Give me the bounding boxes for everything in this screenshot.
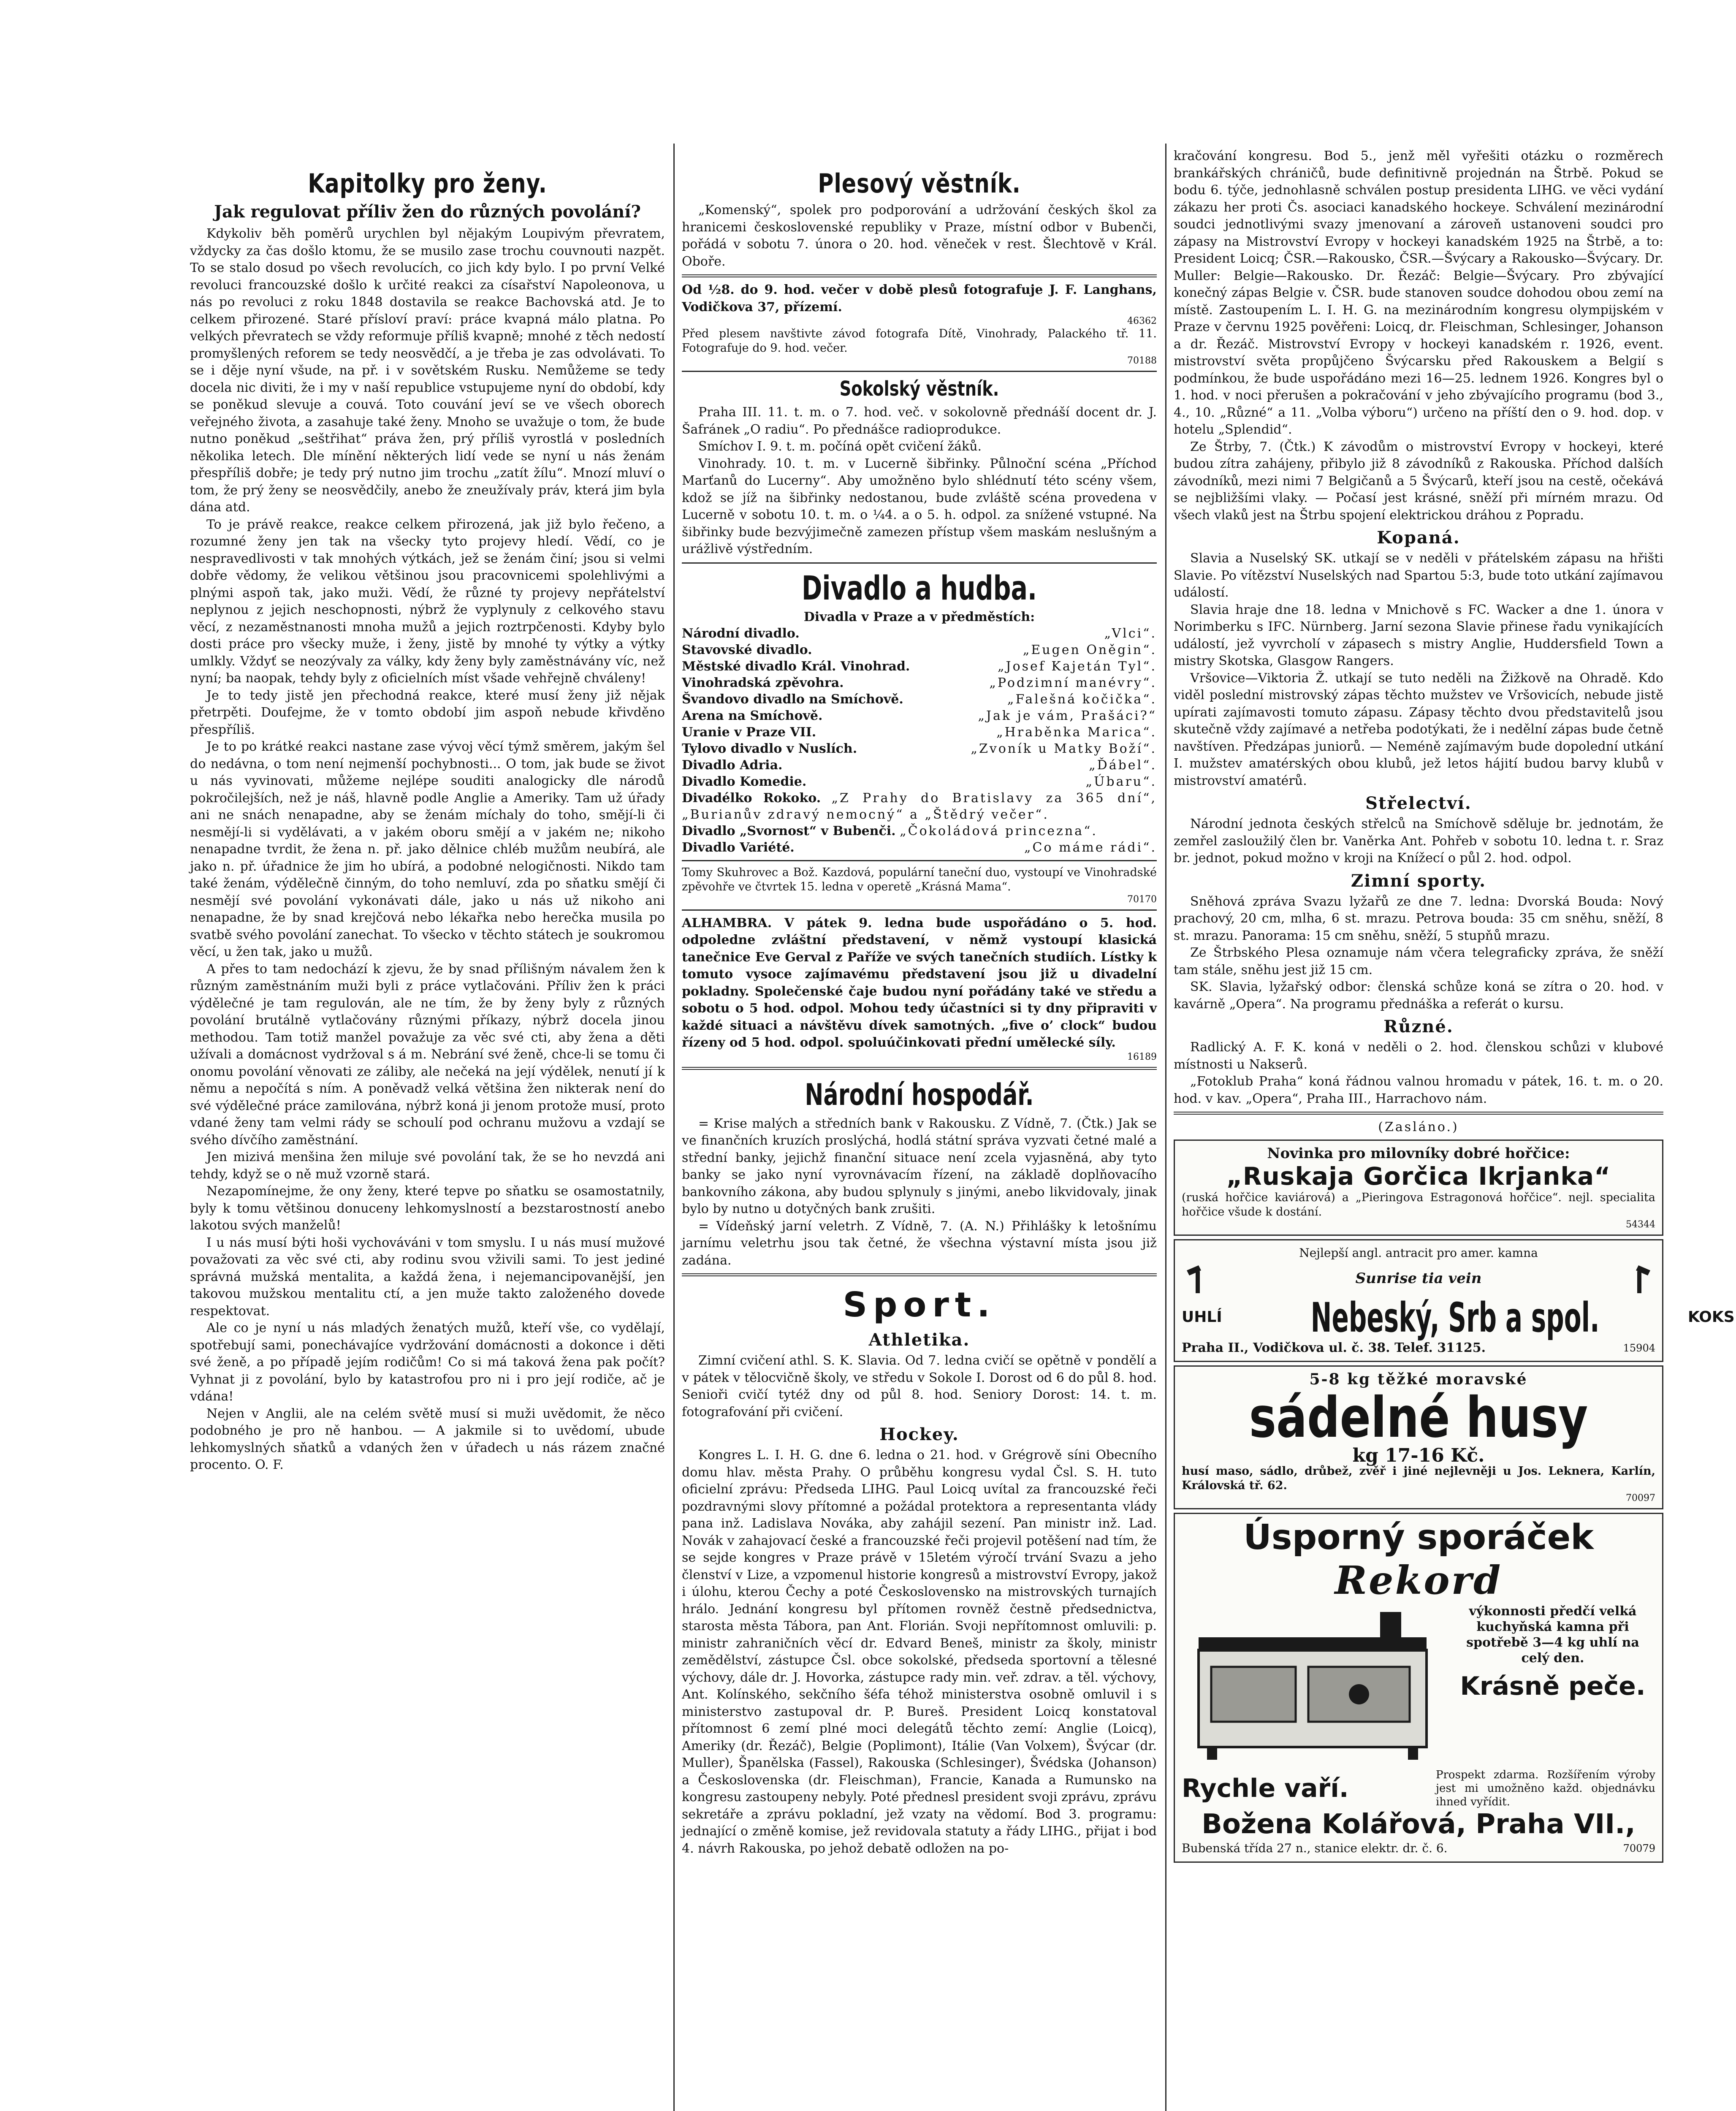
venue: Divadlo Variété. — [682, 840, 795, 855]
ad-gorcica-text: (ruská hořčice kaviárová) a „Pieringova Estragonová hořčice“. nejl. specialita hořčice všude k dostání. — [1182, 1191, 1655, 1218]
theatre-row — [682, 708, 1157, 724]
theatre-row — [682, 691, 1157, 708]
article-paragraph: Ale co je nyní u nás mladých ženatých mužů, kteří vše, co vydělají, spotřebují sami, ponechávajíce vydržování domácnosti a dokonce i děti své ženě, a po případě jejím rodičům! Co si má taková žena pak počít? Vyhnat ji z povolání, bylo by katastrofou pro ni i pro její rodiče, ač je vdána! — [190, 1321, 665, 1404]
winter-item: Ze Štrbského Plesa oznamuje nám včera telegraficky zpráva, že sněží tam stále, sněhu jest již 15 cm. — [1174, 945, 1663, 977]
misc-item: Radlický A. F. K. koná v neděli o 2. hod. členskou schůzi v klubové místnosti u Nakserů. — [1174, 1040, 1663, 1072]
zaslano-label: (Zasláno.) — [1378, 1120, 1459, 1134]
theatre-row — [682, 658, 1157, 675]
play: „Hraběnka Marica“. — [996, 724, 1157, 740]
ad-dance-duo: Tomy Skuhrovec a Bož. Kazdová, populární taneční duo, vystoupí ve Vinohradské zpěvohře ve čtvrtek 15. ledna v operetě „Krásná Mama“. — [682, 866, 1157, 893]
ad-photo-dite: Před plesem navštivte závod fotografa Dítě, Vinohrady, Palackého tř. 11. Fotografuje do 9. hod. večer. — [682, 327, 1157, 355]
theatre-row — [682, 642, 1157, 658]
article-subtitle-women: Jak regulovat příliv žen do různých povolání? — [214, 202, 641, 222]
play: „Čokoládová princezna“. — [900, 823, 1098, 838]
subsection-title-hockey: Hockey. — [879, 1425, 959, 1444]
venue: Švandovo divadlo na Smíchově. — [682, 692, 903, 707]
ad-stove-row — [1182, 1768, 1655, 1809]
column-divider — [673, 144, 675, 2111]
winter-item: Sněhová zpráva Svazu lyžařů ze dne 7. ledna: Dvorská Bouda: Nový prachový, 20 cm, mlha, 6 st. mrazu. Petrova bouda: 35 cm sněhu, sněží, 8 st. mrazu. Panorama: 15 cm sněhu, sněží, 5 stupňů mrazu. — [1174, 894, 1663, 943]
ad-gorcica-name: „Ruskaja Gorčica Ikrjanka“ — [1226, 1162, 1611, 1191]
ad-coal-top: Nejlepší angl. antracit pro amer. kamna — [1299, 1246, 1538, 1260]
venue: Tylovo divadlo v Nuslích. — [682, 741, 857, 756]
article-paragraph: Kdykoliv běh poměrů urychlen byl nějakým Loupivým převratem, vždycky za čas došlo ktomu, že se musilo zase trochu couvnouti nazpět. To se stalo dosud po všech revolucích, co jich kdy bylo. I po první Velké revoluci francouzské došlo k určité reakci za císařství Napoleonova, u nás po revoluci z roku 1848 dostavila se reakce Bachovská atd. Je to celkem přirozené. Staré přísloví praví: práce kvapná málo platna. Po velkých převratech se vždy reformuje příliš kvapně; mnohé z těch nedostí promyšlených reforem se tedy neosvědčí, a je třeba je zas odvolávati. To se i děje nyní všude, na př. i v sovětském Rusku. Nemůžeme se tedy docela nic diviti, že i my v naší republice vstupujeme nyní do období, kdy se poněkud slevuje a couvá. Toto couvání jeví se ve všech oborech veřejného života, a zasahuje také ženy. Mnoho se uvažuje o tom, že bude nutno poněkud „seštřihat“ práva žen, prý příliš vyrostlá v posledních několika letech. Dle mínění některých lidí vede se nyní u nás ženám přespříliš dobře; je tedy prý nutno jim trochu „zatít žílu“. Mnozí mluví o tom, že prý ženy se neosvědčily, anebo že zneužívaly práv, která jim byla dána atd. — [190, 226, 665, 515]
ad-stove-fast: Rychle vaří. — [1182, 1774, 1349, 1803]
theatre-row — [682, 790, 1157, 823]
play: „Úbaru“. — [1085, 774, 1157, 789]
ad-coal-addr: Praha II., Vodičkova ul. č. 38. Telef. 31125. — [1182, 1340, 1486, 1355]
ad-stove-prospect: Prospekt zdarma. Rozšířením výroby jest mi umožněno každ. objednávku ihned vyřídit. — [1436, 1769, 1655, 1808]
subsection-title-shooting: Střelectví. — [1365, 793, 1472, 813]
play: „Falešná kočička“. — [1007, 692, 1157, 707]
theatre-row — [682, 724, 1157, 741]
play: „Josef Kajetán Tyl“. — [998, 659, 1157, 674]
section-title-ball: Plesový věstník. — [818, 168, 1021, 199]
sokol-item: Vinohrady. 10. t. m. v Lucerně šibřinky. Půlnoční scéna „Příchod Marťanů do Lucerny“. Aby umožněno bylo shlédnutí této scény všem, kdož se jíž na šibřinky nedostanou, bude zvláště scéna provedena v Lucerně v sobotu 10. t. m. o ¼4. a o 5. h. odpol. za snížené vstupné. Na šibřinky bude bezvýjimečně zamezen přístup všem maskám neslušným a urážlivě výstředním. — [682, 456, 1157, 556]
divider — [682, 860, 1157, 861]
play: „Podzimní manévry“. — [989, 675, 1157, 690]
column-women — [190, 165, 665, 2111]
theatre-row — [682, 675, 1157, 691]
venue: Vinohradská zpěvohra. — [682, 675, 844, 690]
ad-coal-left: UHLÍ — [1182, 1308, 1222, 1326]
article-paragraph: Je to po krátké reakci nastane zase vývoj věcí týmž směrem, jakým šel do nedávna, o tom není nejmenší pochybnosti... O tom, jak bude se život u nás vyvinovati, můžeme nejlépe souditi analogicky dle národů pokročilejších, než je náš, hlavně podle Anglie a Ameriky. Tam už úřady ani ne snách nenapadne, aby se ženám míchaly do toho, smějí-li či nesmějí-li si vydělávati, a v jakém oboru smějí a v jakém ne; nikoho nenapadne tvrdit, že žena n. př. jako dělnice chléb mužům neubírá, ale jako n. př. úřadnice že jim ho ubírá, a podobné nelogičnosti. Nikdo tam také ženám, výdělečně činným, do toho nemluví, zda po sňatku smějí či nesmějí své povolání vykonávati dále, jako u nás už nikoho ani nenapadne, že by snad krejčová nebo lékařka nebo herečka musila po svatbě svého povolání zanechat. To všecko v těchto státech je soukromou věcí, u žen tak, jako u mužů. — [190, 739, 665, 959]
football-item: Slavia hraje dne 18. ledna v Mnichově s FC. Wacker a dne 1. února v Norimberku s IFC. Nürnberg. Jarní sezona Slavie přinese řadu vynikajících událostí, jež vyvrcholí v zápasech s mistry Anglie, Huddersfield Town a mistry Skotska, Glasgow Rangers. — [1174, 602, 1663, 668]
section-title-sokol: Sokolský věstník. — [839, 377, 999, 401]
ad-stove-brand: Rekord — [1335, 1557, 1503, 1603]
ad-alhambra: ALHAMBRA. V pátek 9. ledna bude uspořádáno o 5. hod. odpoledne zvláštní představení, v němž vystoupí klasická tanečnice Eve Gerval z Paříže ve svých tanečních studiích. Lístky k tomuto vysoce zajímavému představení jsou již u divadelní pokladny. Společenské čaje budou nyní pořádány také ve středu a sobotu o 5 hod. odpol. Mohou tedy účastníci si ty dny připraviti v každé situaci a návštěvu dívek samotných. „five o’ clock“ budou řízeny od 5 hod. odpol. spoluúčinkovati přední umělecké síly. — [682, 915, 1157, 1050]
economy-item: = Vídeňský jarní veletrh. Z Vídně, 7. (A. N.) Přihlášky k letošnímu jarnímu veletrhu jsou tak četné, že všechna výstavní místa jsou již zadána. — [682, 1218, 1157, 1268]
venue: Divadlo Adria. — [682, 757, 783, 773]
ad-photo-langhans: Od ½8. do 9. hod. večer v době plesů fotografuje J. F. Langhans, Vodičkova 37, přízemí. — [682, 282, 1157, 315]
ad-stove-address-row — [1182, 1840, 1655, 1857]
ad-geese-name: sádelné husy — [1249, 1385, 1588, 1450]
hockey-continuation: kračování kongresu. Bod 5., jenž měl vyřešiti otázku o rozměrech brankářských chráničů, bude definitivně projednán na Štrbě. Pokud se bodu 6. týče, jednohlasně schválen postup presidenta LIHG. ve věci vydání zákazu her proti Čs. asociaci kanadského hockeye. Schválení mezinárodní soudci jednotlivými svazy jmenovaní a zároveň ustanoveni soudci pro zápasy na Mistrovství Evropy v hockeyi kanadském 1925 na Štrbě, a to: President Loicq; ČSR.—Rakousko, ČSR.—Švýcary a Rakousko—Švýcary. Dr. Muller: Belgie—Rakousko. Dr. Řezáč: Belgie—Švýcary. Pro zbývající konečný zápas Belgie v. ČSR. bude stanoven soudce dohodou obou zemí na místě. Zastoupením L. I. H. G. na mezinárodním kongresu olympijském v Praze v červnu 1925 pověřeni: Loicq, dr. Fleischman, Schlesinger, Johanson a dr. Řezáč. Mistrovství Evropy v hockeyi kanadském r. 1926, event. mistrovství světa propůjčeno Švýcarsku před Rakouskem a Belgií s podmínkou, že bude uspořádáno mezi 16—25. lednem 1926. Kongres byl o 1. hod. v noci přerušen a pokračování v jeho zbývajícího programu (bod 3., 4., 10. „Různé“ a 11. „Volba výboru“) určeno na příští den o 9. hod. dop. v hotelu „Splendid“. — [1174, 149, 1663, 437]
ad-stove-features: výkonnosti předčí velká kuchyňská kamna při spotřebě 3—4 kg uhlí na celý den. — [1466, 1604, 1639, 1666]
theatre-list — [682, 625, 1157, 856]
sokol-item: Smíchov I. 9. t. m. počíná opět cvičení žáků. — [698, 439, 982, 454]
divider — [682, 274, 1157, 277]
ad-code: 70079 — [1623, 1842, 1655, 1854]
play: „Ďábel“. — [1089, 757, 1157, 773]
venue: Uranie v Praze VII. — [682, 724, 816, 740]
divider — [682, 562, 1157, 564]
divider — [682, 1067, 1157, 1070]
ad-code: 70097 — [1626, 1493, 1655, 1503]
play: „Eugen Oněgin“. — [1023, 642, 1157, 657]
ad-stove-body — [1182, 1604, 1655, 1764]
article-paragraph: Nezapomínejme, že ony ženy, které tepve po sňatku se osamostatnily, byly k tomu většinou donuceny lehkomyslností a bezstarostností anebo lakotou svých manželů! — [190, 1184, 665, 1233]
play: „Jak je vám, Prašáci?“ — [978, 708, 1157, 723]
theatre-row — [682, 757, 1157, 773]
ad-coal — [1174, 1239, 1735, 1362]
ad-geese-top: 5-8 kg těžké moravské — [1309, 1370, 1528, 1388]
ad-stove-side — [1450, 1604, 1655, 1701]
hammer-icon — [1182, 1262, 1215, 1296]
ad-coal-sub: Sunrise tia vein — [1355, 1270, 1482, 1287]
play: „Co máme rádi“. — [1024, 840, 1157, 855]
ball-notice: „Komenský“, spolek pro podporování a udržování českých škol za hranicemi československé republiky v Praze, místní odbor v Bubenči, pořádá v sobotu 7. února o 20. hod. věneček v rest. Šlechtově v Král. Oboře. — [682, 203, 1157, 269]
theatre-row — [682, 839, 1157, 856]
column-divider — [1165, 144, 1166, 2111]
column-middle — [682, 165, 1157, 2111]
venue: Stavovské divadlo. — [682, 642, 812, 657]
subsection-title-athletics: Athletika. — [868, 1330, 970, 1350]
column-sport-ads — [1174, 148, 1735, 2111]
article-title-women: Kapitolky pro ženy. — [308, 168, 547, 199]
venue: Divadlo „Svornost“ v Bubenči. — [682, 823, 896, 838]
ad-geese — [1174, 1365, 1663, 1509]
article-paragraph: To je právě reakce, reakce celkem přirozená, jak již bylo řečeno, a rozumné ženy jen tak na všecky tyto projevy hledí. Vědí, co je nespravedlivosti v tak mnohých výtkách, jež se ženám činí; jsou si velmi dobře vědomy, že velikou většinou jsou pracovnicemi spolehlivými a plnými aspoň tak, jako muži. Vědí, že různé ty projevy nepřátelství neplynou z jejich neschopnosti, nýbrž že vyplynuly z celkového stavu věcí, z nezaměstnanosti mnoha mužů a jejich roztrpčenosti. Kdyby bylo dosti práce pro všecky muže, i ženy, jistě by mnohé ty výtky a výtky umlkly. Vždyť se neozývaly za války, kdy ženy byly zaměstnávány víc, než nyní; ba naopak, tehdy byly z oficielních míst všade vehřejně chváleny! — [190, 517, 665, 686]
football-item: Slavia a Nuselský SK. utkají se v neděli v přátelském zápasu na hřišti Slavie. Po vítězství Nuselských nad Spartou 5:3, bude toto utkání zajímavou událostí. — [1174, 551, 1663, 600]
theatre-row — [682, 773, 1157, 790]
venue: Divadélko Rokoko. — [682, 790, 821, 806]
ad-coal-name: Nebeský, Srb a spol. — [1310, 1294, 1600, 1341]
ad-code: 16189 — [1127, 1051, 1157, 1062]
divider — [682, 909, 1157, 911]
divider — [682, 371, 1157, 372]
theatre-row — [682, 625, 1157, 642]
play: „Zvoník u Matky Boží“. — [971, 741, 1157, 756]
ad-stove-title: Úsporný sporáček — [1243, 1517, 1594, 1557]
ad-code: 15904 — [1623, 1342, 1655, 1354]
athletics-item: Zimní cvičení athl. S. K. Slavia. Od 7. ledna cvičí se opětně v pondělí a v pátek v tělocvičně školy, ve středu v Sokole I. Dorost od 6 do půl 8. hod. Senioři cvičí tytéž dny od půl 8. hod. Seniory Dorost: 14. t. m. fotografování při cvičení. — [682, 1353, 1157, 1419]
hammer-icon — [1622, 1262, 1655, 1296]
article-paragraph: Jen mizivá menšina žen miluje své povolání tak, že se ho nevzdá ani tehdy, když se o ně muž vzorně stará. — [190, 1150, 665, 1182]
subsection-title-winter: Zimní sporty. — [1351, 871, 1486, 891]
subsection-title-misc: Různé. — [1383, 1017, 1454, 1037]
theatre-row — [682, 741, 1157, 757]
ad-geese-price: kg 17-16 Kč. — [1352, 1444, 1485, 1466]
shooting-item: Národní jednota českých střelců na Smíchově sděluje br. jednotám, že zemřel zasloužilý člen br. Vaněrka Ant. Pohřeb v sobotu 10. ledna t. r. Sraz br. jednot, pokud možno v kroji na Knížecí o půl 2. hod. odpol. — [1174, 817, 1663, 866]
hockey-item: Kongres L. I. H. G. dne 6. ledna o 21. hod. v Grégrově síni Obecního domu hlav. města Prahy. O průběhu kongresu vydal Čsl. S. H. tuto oficielní zprávu: Předseda LIHG. Paul Loicq uvítal za francouzské řeči pozdravnými slovy přítomné a požádal protektora a representanta vlády pana inž. Ladislava Nováka, aby zahájil sezení. Pan ministr inž. Lad. Novák v zahajovací české a francouzské řeči projevil potěšení nad tím, že se sejde kongres v Praze právě v 15letém výročí trvání Svazu a jeho členství v Lize, a vzpomenul historie kongresů a mistrovství Evropy, jakož i úlohu, kterou Čechy a poté Československo na mistrovských turnajích hrálo. Jednání kongresu byl přítomen rovněž čestně předsednictva, starosta města Tábora, pan Ant. Florián. Svoji nepřítomnost omluvili: p. ministr zahraničních věcí dr. Edvard Beneš, ministr za školy, ministr zemědělství, zástupce Čsl. obce sokolské, předseda sportovní a tělesné výchovy, dále dr. J. Hovorka, zástupce rady min. veř. zdrav. a těl. výchovy, Ant. Kolínského, sekčního šéfa téhož ministerstva osobně omluvil i s ministerstvo zastupoval dr. P. Bureš. President Loicq konstatoval přítomnost 6 zemí plné moci delegátů těchto zemí: Anglie (Loicq), Ameriky (dr. Řezáč), Belgie (Poplimont), Itálie (Van Volxem), Švýcar (dr. Muller), Španělska (Fassel), Rakouska (Schlesinger), Švédska (Johanson) a Československa (dr. Fleischman), Francie, Kanada a Rumunsko na kongresu zastoupeny nebyly. Poté přednesl president svoji zprávu, zprávu sekretáře a zprávu pokladní, jež vzaty na vědomí. Bod 3. programu: jednající o změně komise, jež revidovala statuty a řády LIHG., přijat i bod 4. návrh Rakouska, po jehož debatě odložen na po- — [682, 1448, 1157, 1856]
hockey-strba-report: Ze Štrby, 7. (Čtk.) K závodům o mistrovství Evropy v hockeyi, které budou zítra zahájeny, přibylo již 8 závodníků z Rakouska. Příchod dalších závodníků, mezi nimi 7 Belgičanů a 5 Švýcarů, kteří jsou na cestě, očekává se nejbližšími vlaky. — Počasí jest krásné, sněží při mírném mrazu. Od všech vlaků jest na Štrbu spojení elektrickou dráhou z Popradu. — [1174, 439, 1663, 523]
play: „Vlci“. — [1104, 626, 1157, 641]
venue: Arena na Smíchově. — [682, 708, 823, 723]
venue: Městské divadlo Král. Vinohrad. — [682, 659, 910, 674]
stove-illustration — [1182, 1604, 1443, 1764]
section-title-economy: Národní hospodář. — [805, 1077, 1034, 1112]
article-paragraph: Nejen v Anglii, ale na celém světě musí si muži uvědomit, že něco podobného je pro ně hanbou. — A jakmile si to uvědomí, ubude lehkomyslných sňatků a vdaných žen v úřadech u nás rázem značné procento. O. F. — [190, 1406, 665, 1472]
winter-item: SK. Slavia, lyžařský odbor: členská schůze koná se zítra o 20. hod. v kavárně „Opera“. Na programu přednáška a referát o kursu. — [1174, 980, 1663, 1012]
venue: Divadlo Komedie. — [682, 774, 807, 789]
section-title-sport: Sport. — [843, 1285, 996, 1324]
ad-coal-address-row — [1182, 1340, 1655, 1357]
ad-coal-row — [1182, 1262, 1655, 1296]
newspaper-sheet — [127, 127, 1735, 2111]
sokol-item: Praha III. 11. t. m. o 7. hod. več. v sokolovně přednáší docent dr. J. Šafránek „O radiu“. Po přednášce radioprodukce. — [682, 405, 1157, 437]
ad-code: 70188 — [1127, 355, 1157, 366]
article-paragraph: Je to tedy jistě jen přechodná reakce, které musí ženy již nějak přetrpěti. Doufejme, že v tomto období jim aspoň nebude křivděno přespříliš. — [190, 688, 665, 737]
ad-code: 54344 — [1626, 1219, 1655, 1230]
ad-coal-right: KOKS — [1688, 1308, 1735, 1326]
article-paragraph: I u nás musí býti hoši vychováváni v tom smyslu. I u nás musí mužové považovati za věc své cti, aby rodinu svou vživili sami. To jest jediné správná mužská mentalita, a každá žena, i nejemancipovanější, jen takovou mužskou mentalitu ctí, a jen muže takto založeného dovede respektovat. — [190, 1235, 665, 1319]
ad-stove-beauty: Krásně peče. — [1460, 1671, 1646, 1701]
theatre-subtitle: Divadla v Praze a v předměstích: — [803, 609, 1035, 624]
ad-code: 46362 — [1127, 316, 1157, 326]
ad-stove-addr: Bubenská třída 27 n., stanice elektr. dr. č. 6. — [1182, 1841, 1448, 1855]
section-title-theatre: Divadlo a hudba. — [801, 569, 1037, 608]
economy-item: = Krise malých a středních bank v Rakousku. Z Vídně, 7. (Čtk.) Jak se ve finančních kruzích proslýchá, hodlá státní správa vyzvati četné malé a střední banky, jejichž finanční situace není zcela vyjasněná, aby tyto banky se jako nyní vyrovnávacím řízení, na základě doplňovacího bankovního zákona, aby budou splynuly s jinými, anebo likvidovaly, jinak bylo by nutno u dotyčných bank zrušiti. — [682, 1116, 1157, 1216]
ad-geese-text: husí maso, sádlo, drůbež, zvěř i jiné nejlevněji u Jos. Leknera, Karlín, Královská tř. 62. — [1182, 1465, 1655, 1492]
ad-stove-company: Božena Kolářová, Praha VII., — [1202, 1809, 1636, 1840]
ad-gorcica-intro: Novinka pro milovníky dobré hořčice: — [1267, 1145, 1570, 1162]
play: „Z Prahy do Bratislavy za 365 dní“, „Burianův zdravý nemocný“ a „Štědrý večer“. — [682, 790, 1157, 822]
ad-code: 70170 — [1127, 894, 1157, 905]
divider — [682, 1273, 1157, 1276]
subsection-title-football: Kopaná. — [1377, 528, 1460, 548]
venue: Národní divadlo. — [682, 626, 800, 641]
theatre-row — [682, 823, 1157, 839]
misc-item: „Fotoklub Praha“ koná řádnou valnou hromadu v pátek, 16. t. m. o 20. hod. v kav. „Opera“, Praha III., Harrachovo nám. — [1174, 1074, 1663, 1106]
football-item: Vršovice—Viktoria Ž. utkají se tuto neděli na Žižkově na Ohradě. Kdo viděl poslední mistrovský zápas těchto mužstev ve Vršovicích, nebude jistě upírati zajímavosti tomuto zápasu. Zápasy těchto dvou představitelů jsou skutečně vždy zajímavé a netřeba podotýkati, že i nedělní zápas bude četně navštíven. Předzápas juniorů. — Neméně zajímavým bude dopolední utkání I. mužstev amatérských obou klubů, jež letos hájití budou barvy klubů v mistrovství amatérů. — [1174, 670, 1663, 788]
ad-gorcica — [1174, 1140, 1663, 1236]
ad-coal-main — [1182, 1294, 1735, 1341]
divider — [1174, 1112, 1663, 1115]
article-paragraph: A přes to tam nedochází k zjevu, že by snad přílišným návalem žen k různým zaměstnáním muži byli z práce vytlačováni. Příliv žen k práci výdělečné je tam regulován, ale ne tím, že by ženy byly z různých povolání brutálně vytlačovány různými příkazy, nýbrž docela jinou methodou. Tam totiž manžel považuje za věc své cti, aby žena a děti užívali a domácnost vydržoval s á m. Nebrání své ženě, chce-li se tomu či onomu povolání věnovati ze záliby, ale nečeká na její výdělek, nenutí jí k němu a nepočítá s ním. A poněvadž velká většina žen nikterak není do své výdělečné práce zamilována, nýbrž koná ji jenom protože musí, proto vdané ženy tam velmi rády se schoulí pod ochranu mužovu a vzdají se svého dívčího zaměstnání. — [190, 961, 665, 1148]
ad-stove — [1174, 1513, 1663, 1863]
